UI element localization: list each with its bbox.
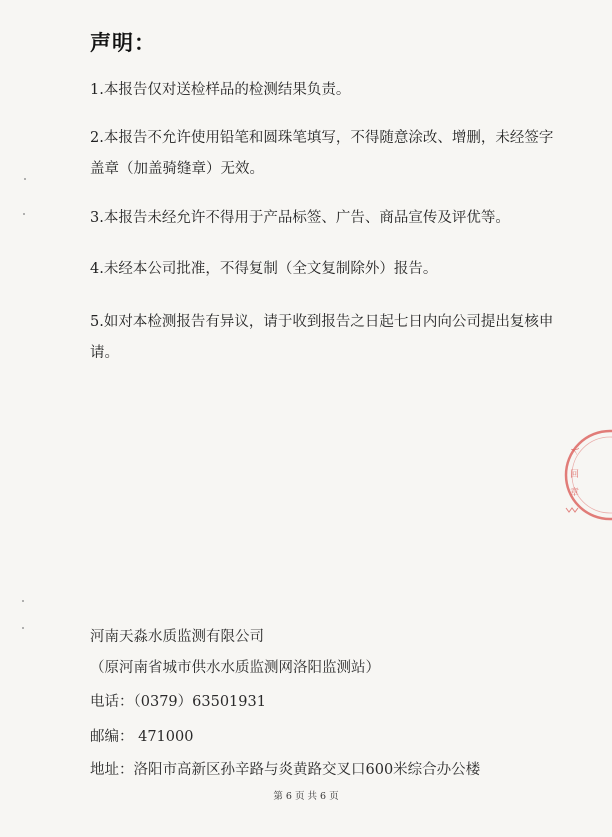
org-address: 地址：洛阳市高新区孙辛路与炎黄路交叉口600米综合办公楼 [90, 762, 481, 778]
scan-speck [24, 178, 26, 180]
statement-2: 2.本报告不允许使用铅笔和圆珠笔填写，不得随意涂改、增删，未经签字盖章（加盖骑缝章）无效。 [90, 130, 554, 177]
scan-speck [22, 600, 24, 602]
svg-text:回: 回 [570, 470, 580, 480]
org-phone: 电话：（0379）63501931 [90, 694, 266, 710]
scan-speck [23, 213, 25, 215]
red-seal-stamp [552, 425, 612, 525]
org-name: 河南天淼水质监测有限公司 [90, 629, 264, 645]
statement-3: 3.本报告未经允许不得用于产品标签、广告、商品宣传及评优等。 [90, 210, 510, 226]
statement-4: 4.未经本公司批准，不得复制（全文复制除外）报告。 [90, 261, 438, 277]
org-postcode: 邮编： 471000 [90, 729, 194, 745]
svg-text:人: 人 [569, 445, 581, 456]
scan-speck [22, 627, 24, 629]
page-title: 声明： [90, 31, 156, 55]
svg-text:章: 章 [570, 488, 580, 498]
page-number-footer: 第 6 页 共 6 页 [273, 791, 339, 802]
statement-5: 5.如对本检测报告有异议，请于收到报告之日起七日内向公司提出复核申请。 [90, 314, 554, 361]
statement-1: 1.本报告仅对送检样品的检测结果负责。 [90, 82, 351, 98]
org-former-name: （原河南省城市供水水质监测网洛阳监测站） [90, 660, 380, 676]
